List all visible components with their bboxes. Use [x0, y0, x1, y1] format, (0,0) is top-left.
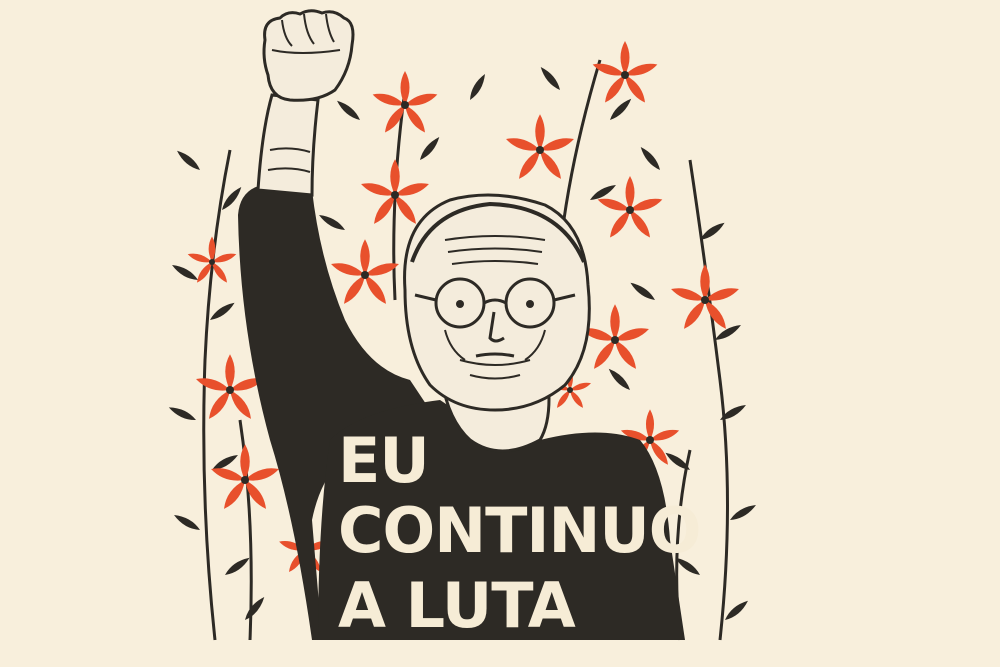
slogan-line-1: EU [338, 424, 429, 497]
slogan-line-2: CONTINUO [338, 494, 701, 567]
slogan-line-3: A LUTA [338, 569, 575, 642]
forearm [258, 95, 318, 195]
